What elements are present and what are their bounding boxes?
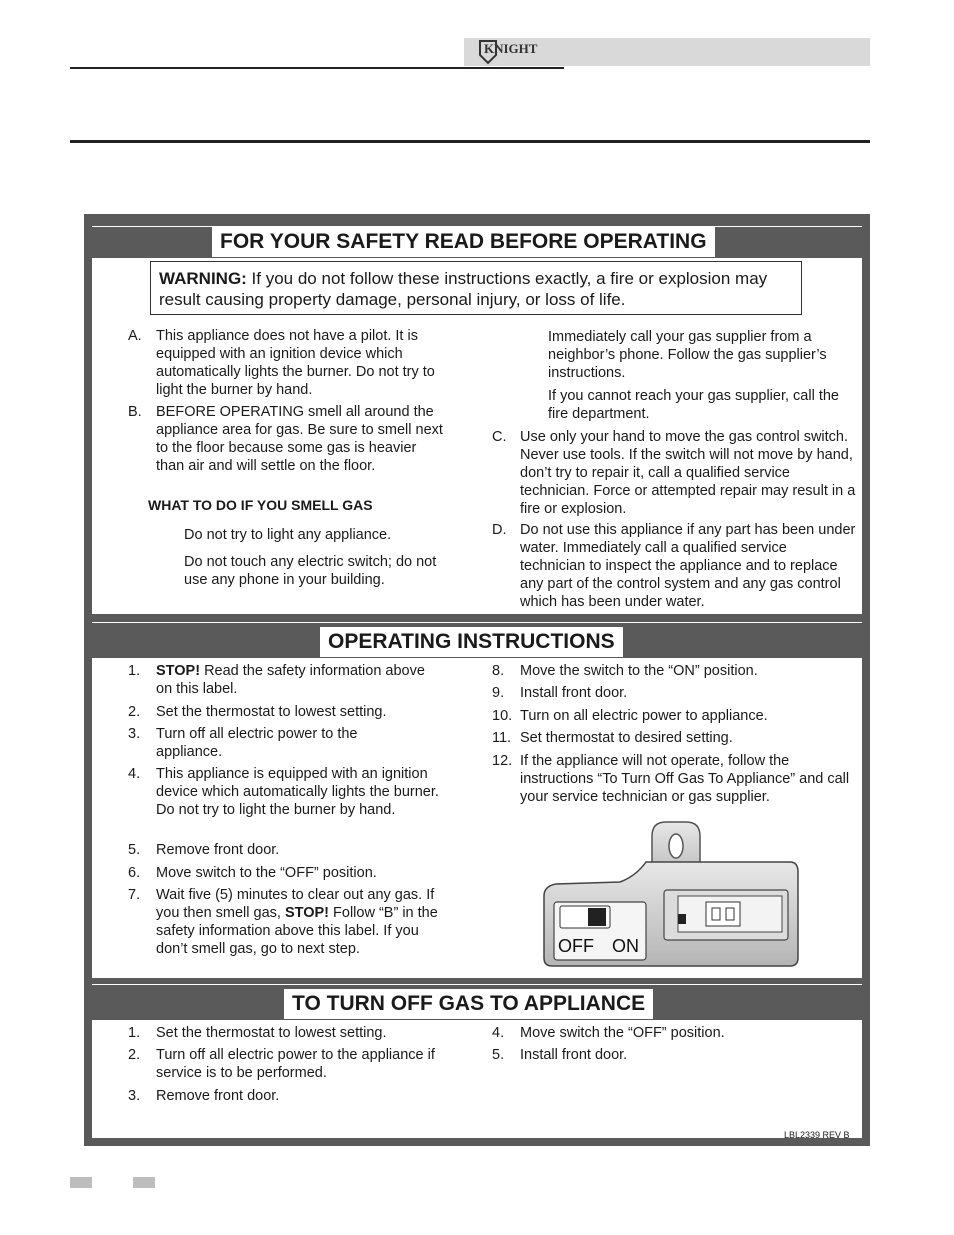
safety-title: FOR YOUR SAFETY READ BEFORE OPERATING [212, 227, 715, 257]
svg-text:KNIGHT: KNIGHT [484, 41, 538, 56]
step-text: Install front door. [520, 685, 628, 701]
smell-gas-item: Do not try to light any appliance. [184, 527, 392, 543]
step-text: Turn on all electric power to appliance. [520, 708, 768, 724]
safety-item-label: D. [492, 522, 507, 538]
step-text: Set the thermostat to lowest setting. [156, 704, 387, 720]
operating-title: OPERATING INSTRUCTIONS [320, 627, 623, 657]
step-number: 3. [128, 726, 141, 742]
step-text: STOP! Read the safety information above on this label. [156, 663, 425, 697]
turnoff-step-text: Move switch the “OFF” position. [520, 1025, 725, 1041]
step-number: 12. [492, 753, 513, 769]
switch-on-label: ON [612, 936, 639, 956]
switch-off-label: OFF [558, 936, 594, 956]
step-text: If the appliance will not operate, follow the instructions “To Turn Off Gas To Appliance” and call your service technician or gas supplier. [520, 753, 850, 805]
step-text: Wait five (5) minutes to clear out any gas. If you then smell gas, STOP! Follow “B” in the safety information above this label. If you don’t smell gas, go to next step. [156, 887, 438, 957]
step-text: Turn off all electric power to the appliance. [156, 726, 358, 760]
step-text: Move switch to the “OFF” position. [156, 865, 377, 881]
turnoff-step-text: Remove front door. [156, 1088, 280, 1104]
smell-gas-item: If you cannot reach your gas supplier, call the fire department. [548, 388, 839, 422]
turnoff-step-text: Install front door. [520, 1047, 628, 1063]
step-number: 11. [492, 730, 512, 746]
step-number: 1. [128, 663, 141, 679]
step-text: Set thermostat to desired setting. [520, 730, 733, 746]
turnoff-step-number: 5. [492, 1047, 505, 1063]
step-number: 5. [128, 842, 141, 858]
step-number: 10. [492, 708, 513, 724]
safety-item-label: C. [492, 429, 507, 445]
safety-item-text: Do not use this appliance if any part has been under water. Immediately call a qualified service technician to inspect the appliance and to replace any part of the control system and any gas control which has been under water. [520, 522, 856, 610]
turnoff-step-number: 1. [128, 1025, 141, 1041]
turnoff-step-number: 3. [128, 1088, 141, 1104]
smell-gas-heading: WHAT TO DO IF YOU SMELL GAS [148, 497, 373, 513]
turnoff-title: TO TURN OFF GAS TO APPLIANCE [284, 989, 653, 1019]
header-rule [70, 67, 564, 69]
warning-text: If you do not follow these instructions exactly, a fire or explosion may result causing property damage, personal injury, or loss of life. [159, 269, 768, 309]
step-text: Remove front door. [156, 842, 280, 858]
safety-item-text: This appliance does not have a pilot. It is equipped with an ignition device which automatically lights the burner. Do not try to light the burner by hand. [156, 328, 435, 398]
gas-valve-illustration [540, 818, 802, 970]
turnoff-step-number: 2. [128, 1047, 141, 1063]
footer-mark [70, 1177, 92, 1188]
label-revision: LBL2339 REV B [784, 1130, 850, 1140]
smell-gas-item: Immediately call your gas supplier from a neighbor’s phone. Follow the gas supplier’s instructions. [548, 329, 827, 381]
footer-mark [133, 1177, 155, 1188]
warning-label: WARNING: [159, 269, 247, 288]
step-number: 6. [128, 865, 141, 881]
safety-item-label: B. [128, 404, 142, 420]
brand-logo [476, 38, 556, 66]
warning-box [150, 261, 802, 315]
turnoff-step-text: Turn off all electric power to the appliance if service is to be performed. [156, 1047, 435, 1081]
step-number: 8. [492, 663, 505, 679]
step-text: Move the switch to the “ON” position. [520, 663, 758, 679]
step-number: 7. [128, 887, 141, 903]
safety-item-text: Use only your hand to move the gas control switch. Never use tools. If the switch will not move by hand, don’t try to repair it, call a qualified service technician. Force or attempted repair may result in a fire or explosion. [520, 429, 856, 517]
step-number: 2. [128, 704, 141, 720]
safety-item-label: A. [128, 328, 142, 344]
turnoff-step-number: 4. [492, 1025, 505, 1041]
title-rule [70, 140, 870, 143]
step-number: 9. [492, 685, 505, 701]
turnoff-step-text: Set the thermostat to lowest setting. [156, 1025, 387, 1041]
safety-item-text: BEFORE OPERATING smell all around the appliance area for gas. Be sure to smell next to the floor because some gas is heavier than air and will settle on the floor. [156, 404, 443, 474]
step-number: 4. [128, 766, 141, 782]
smell-gas-item: Do not touch any electric switch; do not use any phone in your building. [184, 554, 437, 588]
step-text: This appliance is equipped with an ignition device which automatically lights the burner. Do not try to light the burner by hand. [156, 766, 439, 818]
